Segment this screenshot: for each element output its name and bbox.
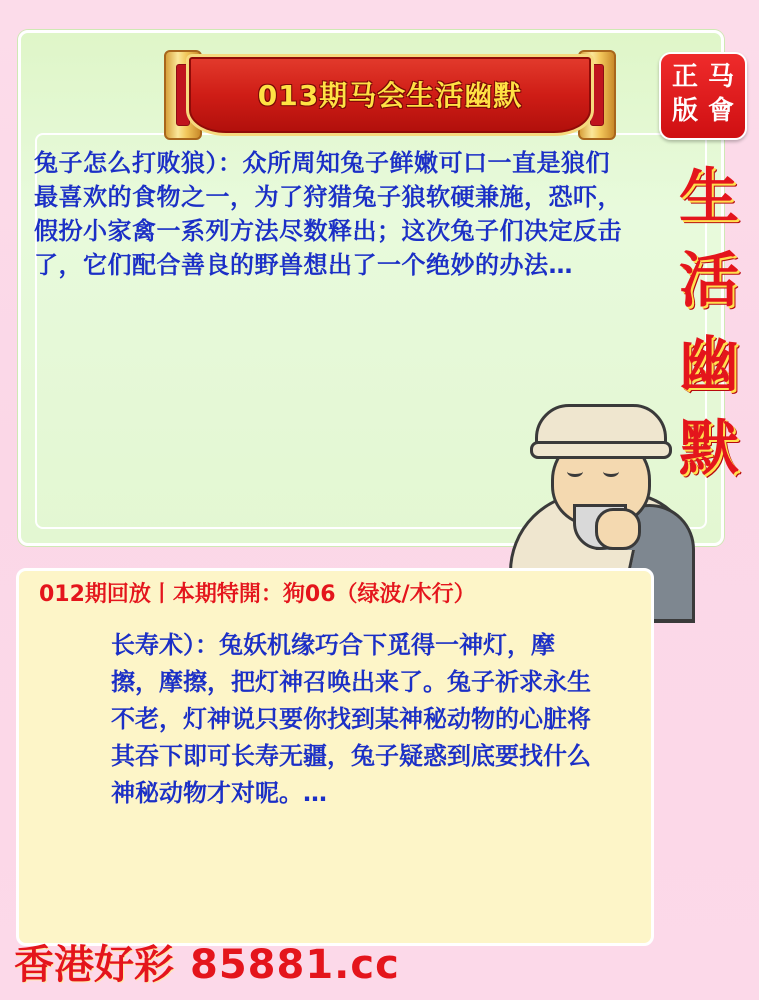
top-riddle-text: 兔子怎么打败狼）：众所周知兔子鲜嫩可口一直是狼们最喜欢的食物之一，为了狩猎兔子狼软硬兼施，恐吓，假扮小家禽一系列方法尽数释出；这次兔子们决定反击了，它们配合善良的野兽想出了一个绝妙的办法… [34,149,622,279]
old-man-hat [535,404,667,456]
footer [14,933,400,990]
official-version-stamp [659,52,747,140]
banner-title: 013期马会生活幽默 [257,79,523,112]
previous-issue-text: 长寿术）：兔妖机缘巧合下觅得一神灯，摩擦，摩擦，把灯神召唤出来了。兔子祈求永生不老，灯神说只要你找到某神秘动物的心脏将其吞下即可长寿无疆，兔子疑惑到底要找什么神秘动物才对呢。… [111,631,591,807]
bottom-content-panel [16,568,654,946]
stamp-text-right: 马會 [707,62,734,126]
old-man-eye-right [603,466,619,477]
side-vertical-title: 生活幽默 [679,162,739,484]
previous-issue-header: 012期回放丨本期特開：狗06（绿波/木行） [39,582,476,607]
stamp-text-left: 正版 [671,62,698,126]
title-banner [160,48,620,138]
footer-site-name: 香港好彩 [14,942,174,988]
footer-url: 85881.cc [190,942,400,988]
old-man-hand [595,508,641,550]
old-man-eye-left [567,466,583,477]
